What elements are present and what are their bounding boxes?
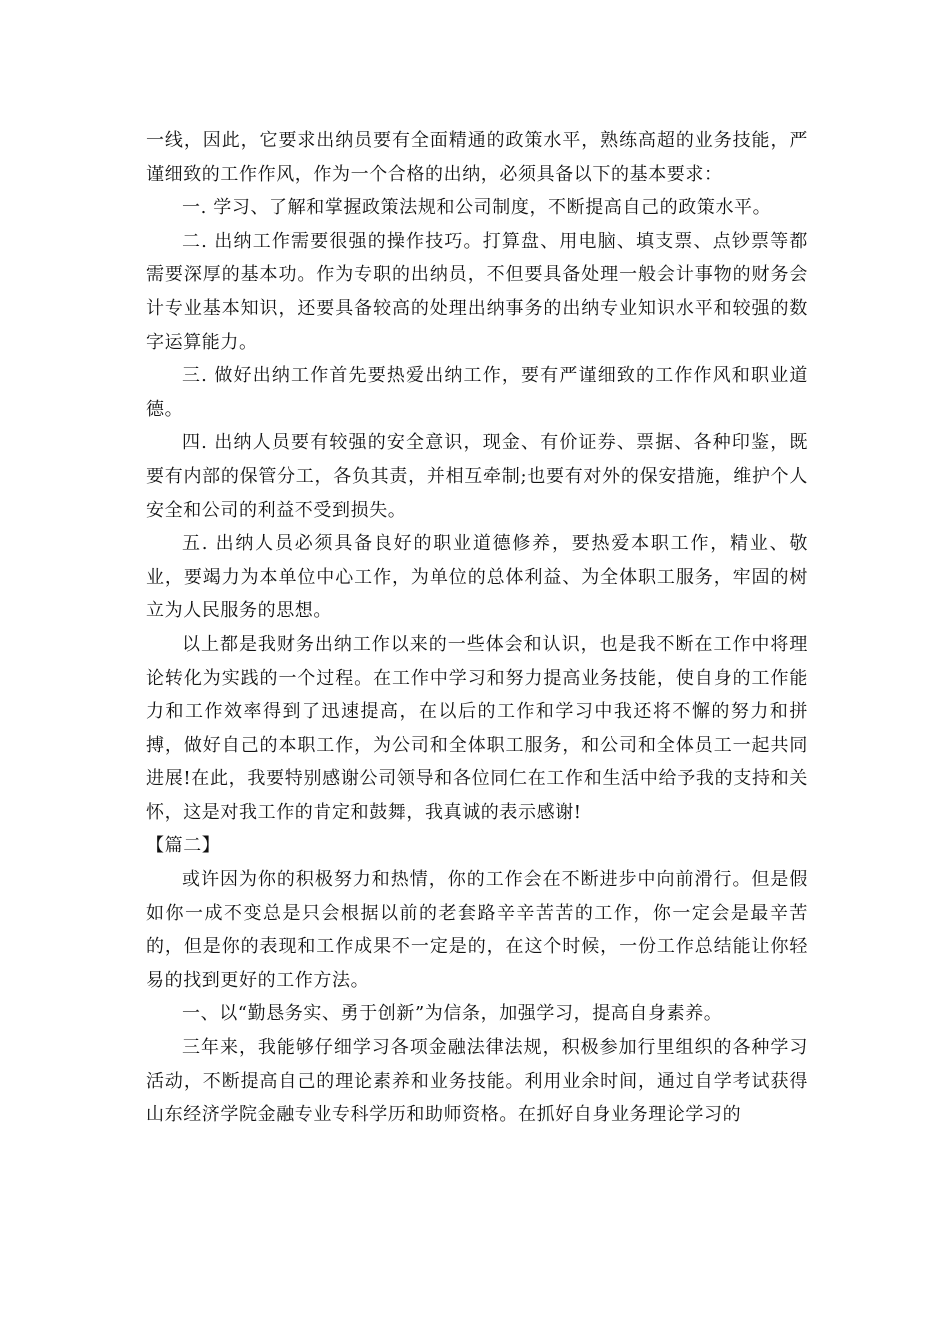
section-heading: 【篇二】 — [146, 835, 221, 857]
document-body — [146, 124, 808, 1132]
paragraph-summary: 以上都是我财务出纳工作以来的一些体会和认识，也是我不断在工作中将理论转化为实践的一个过程。在工作中学习和努力提高业务技能，使自身的工作能力和工作效率得到了迅速提高，在以后的工作和学习中我还将不懈的努力和拼搏，做好自己的本职工作，为公司和全体职工服务，和公司和全体员工一起共同进展!在此，我要特别感谢公司领导和各位同仁在工作和生活中给予我的支持和关怀，这是对我工作的肯定和鼓舞，我真诚的表示感谢! — [146, 633, 808, 823]
paragraph-body: 三年来，我能够仔细学习各项金融法律法规，积极参加行里组织的各种学习活动，不断提高自己的理论素养和业务技能。利用业余时间，通过自学考试获得山东经济学院金融专业专科学历和助师资格。在抓好自身业务理论学习的 — [146, 1037, 808, 1126]
paragraph-intro: 或许因为你的积极努力和热情，你的工作会在不断进步中向前滑行。但是假如你一成不变总是只会根据以前的老套路辛辛苦苦的工作，你一定会是最辛苦的，但是你的表现和工作成果不一定是的，在这个时候，一份工作总结能让你轻易的找到更好的工作方法。 — [146, 869, 808, 991]
paragraph-continuation: 一线，因此，它要求出纳员要有全面精通的政策水平，熟练高超的业务技能，严谨细致的工作作风，作为一个合格的出纳，必须具备以下的基本要求： — [146, 130, 808, 185]
paragraph-item-5: 五. 出纳人员必须具备良好的职业道德修养，要热爱本职工作，精业、敬业，要竭力为本单位中心工作，为单位的总体利益、为全体职工服务，牢固的树立为人民服务的思想。 — [146, 533, 808, 622]
paragraph-item-3: 三. 做好出纳工作首先要热爱出纳工作，要有严谨细致的工作作风和职业道德。 — [146, 365, 808, 420]
paragraph-item-2: 二. 出纳工作需要很强的操作技巧。打算盘、用电脑、填支票、点钞票等都需要深厚的基本功。作为专职的出纳员，不但要具备处理一般会计事物的财务会计专业基本知识，还要具备较高的处理出纳事务的出纳专业知识水平和较强的数字运算能力。 — [146, 230, 808, 353]
paragraph-subheading: 一、以“勤恳务实、勇于创新”为信条，加强学习，提高自身素养。 — [182, 1003, 723, 1025]
paragraph-item-1: 一. 学习、了解和掌握政策法规和公司制度，不断提高自己的政策水平。 — [182, 197, 772, 219]
paragraph-item-4: 四. 出纳人员要有较强的安全意识，现金、有价证券、票据、各种印鉴，既要有内部的保管分工，各负其责，并相互牵制;也要有对外的保安措施，维护个人安全和公司的利益不受到损失。 — [146, 432, 808, 521]
